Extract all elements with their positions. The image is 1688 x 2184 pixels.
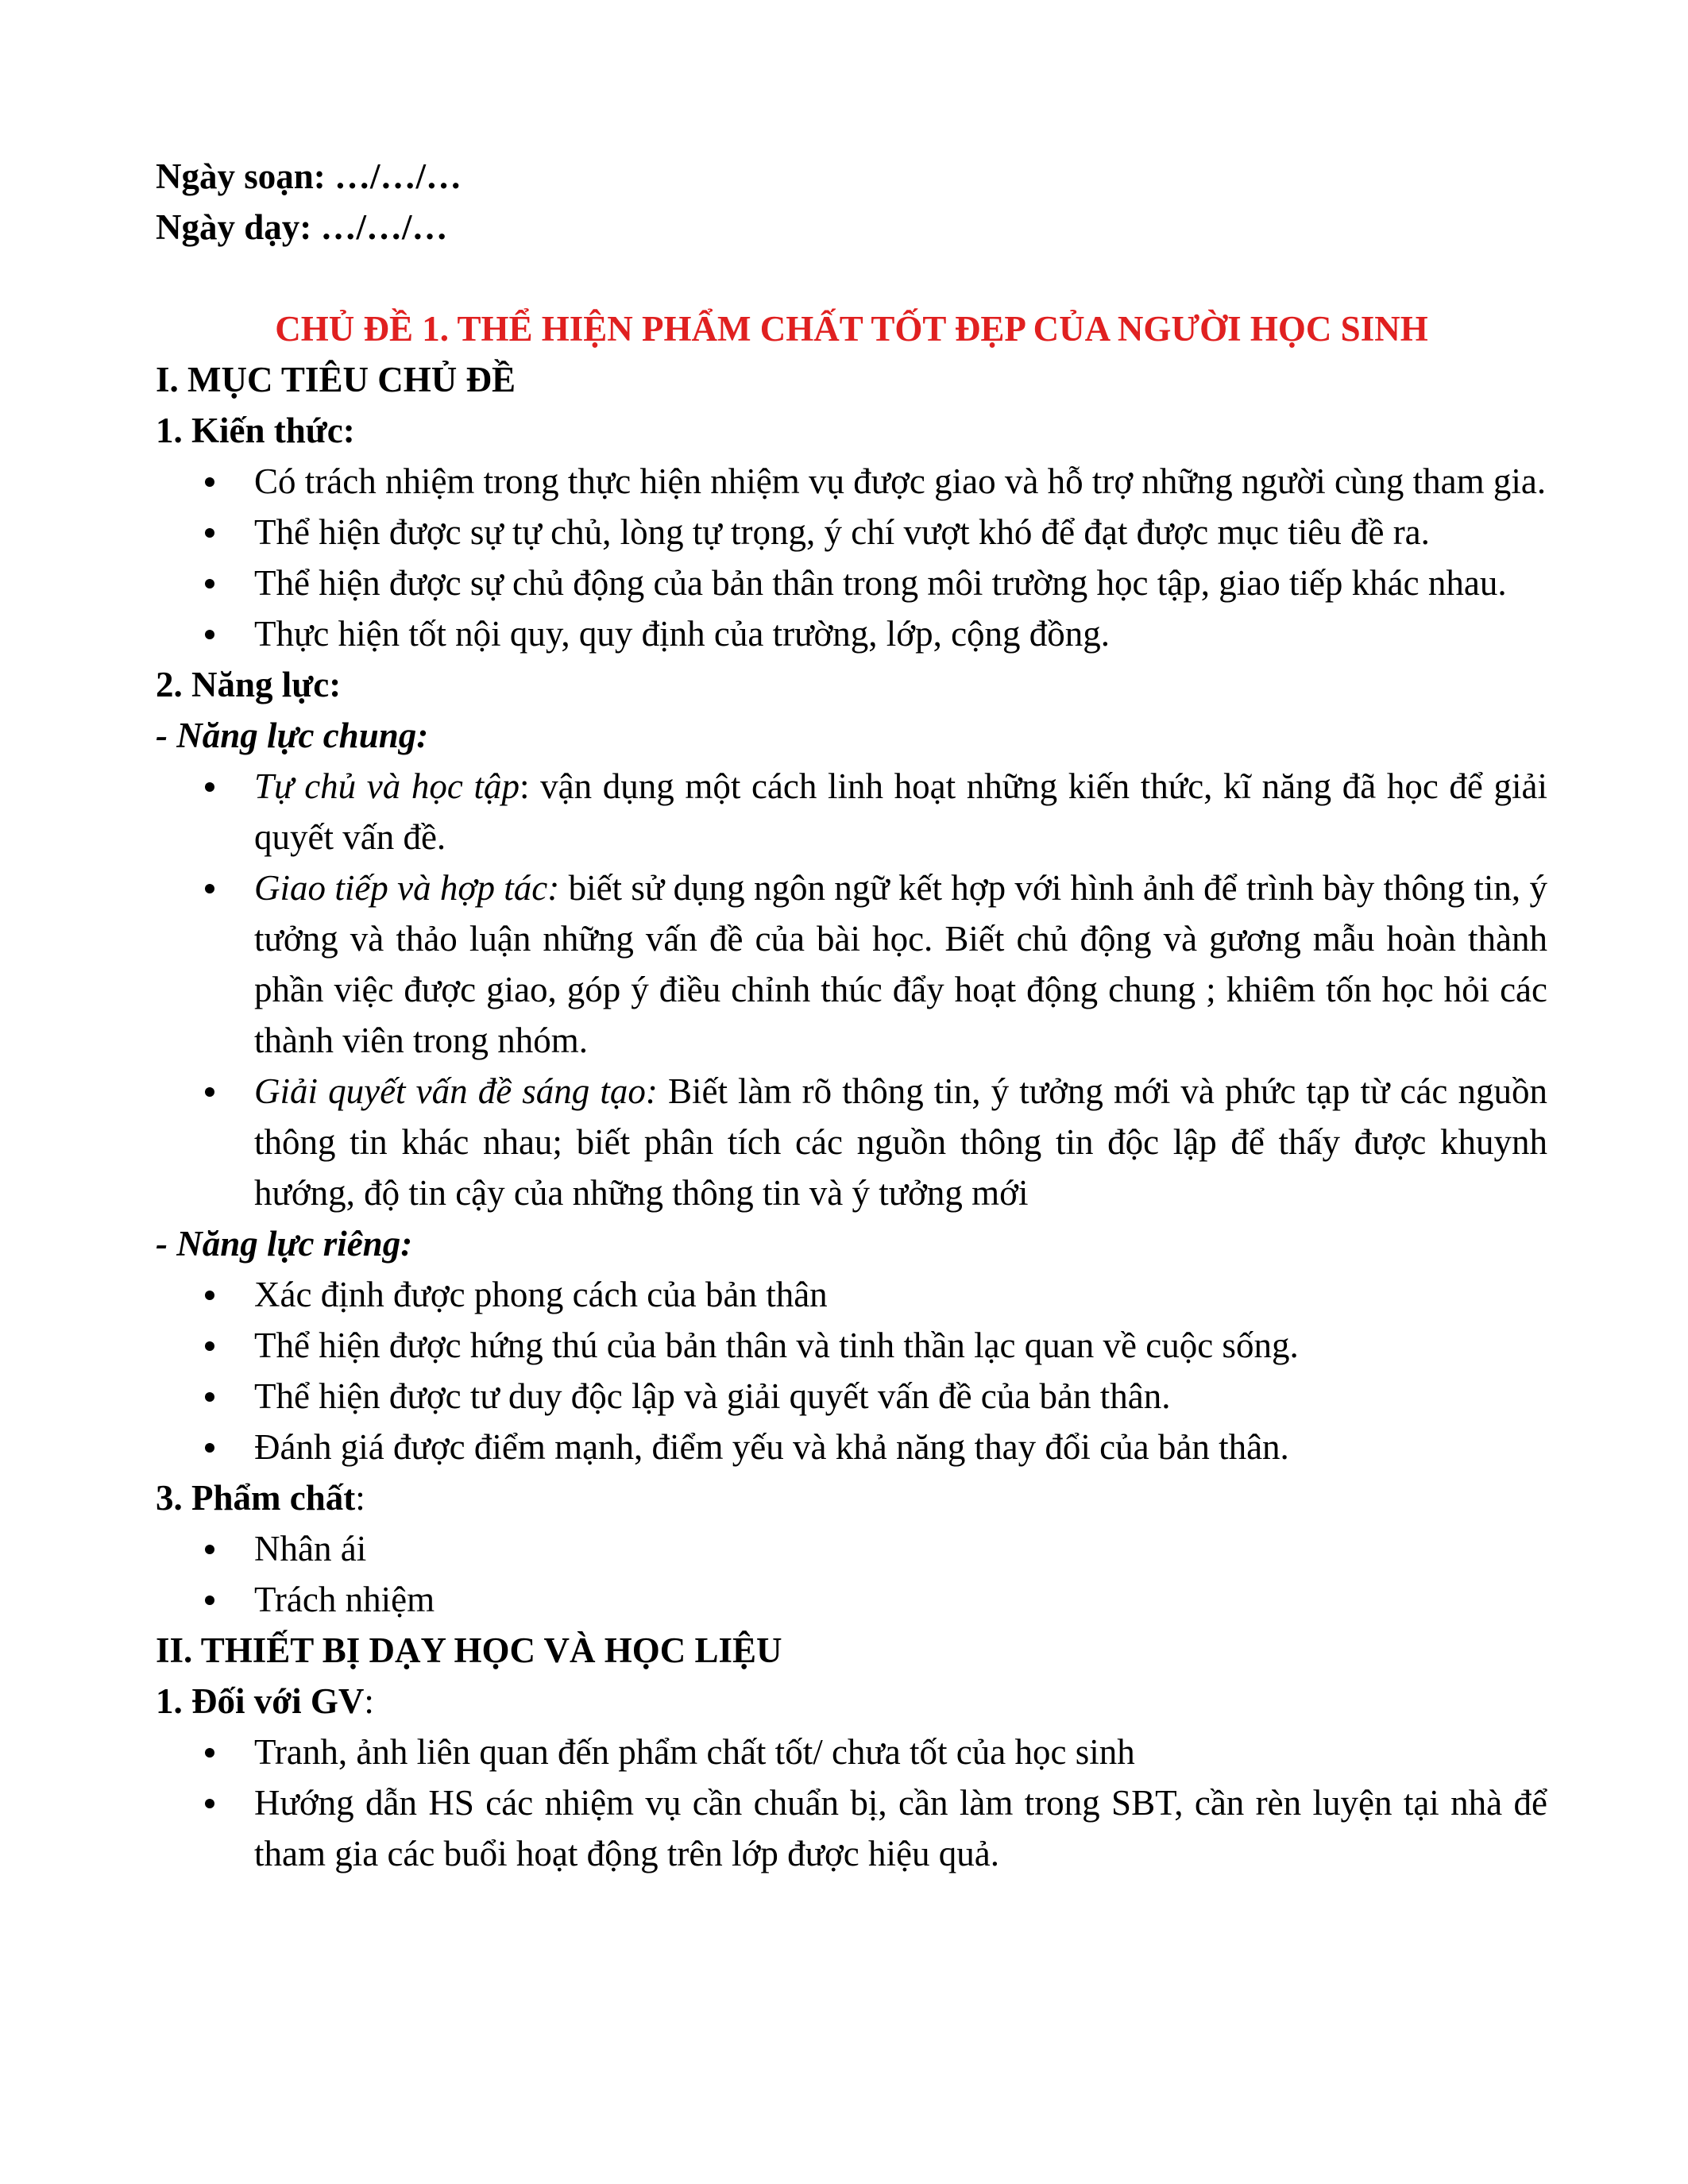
list-item: Giải quyết vấn đề sáng tạo: Biết làm rõ thông tin, ý tưởng mới và phức tạp từ các nguồn thông tin khác nhau; biết phân tích các nguồn thông tin độc lập để thấy được khuynh hướng, độ tin cậy của những thông tin và ý tưởng mới: [156, 1066, 1547, 1218]
list-item: Hướng dẫn HS các nhiệm vụ cần chuẩn bị, cần làm trong SBT, cần rèn luyện tại nhà để tham gia các buổi hoạt động trên lớp được hiệu quả.: [156, 1777, 1547, 1879]
list-item: Tranh, ảnh liên quan đến phẩm chất tốt/ chưa tốt của học sinh: [156, 1727, 1547, 1777]
list-item: Thực hiện tốt nội quy, quy định của trường, lớp, cộng đồng.: [156, 608, 1547, 659]
topic-title: CHỦ ĐỀ 1. THỂ HIỆN PHẨM CHẤT TỐT ĐẸP CỦA NGƯỜI HỌC SINH: [275, 309, 1428, 349]
competence-heading: 2. Năng lực:: [156, 665, 342, 704]
bullet-icon: [205, 1341, 214, 1351]
document-content: [156, 151, 1547, 1879]
bullet-icon: [205, 630, 214, 639]
bullet-icon: [205, 1596, 214, 1605]
bullet-icon: [205, 1799, 214, 1808]
list-item: Thể hiện được hứng thú của bản thân và tinh thần lạc quan về cuộc sống.: [156, 1320, 1547, 1371]
list-item: Trách nhiệm: [156, 1574, 1547, 1625]
bullet-icon: [205, 1545, 214, 1554]
knowledge-list: [156, 456, 1547, 659]
bullet-icon: [205, 579, 214, 588]
bullet-icon: [205, 1443, 214, 1453]
list-item: Thể hiện được tư duy độc lập và giải quyết vấn đề của bản thân.: [156, 1371, 1547, 1422]
teacher-list: [156, 1727, 1547, 1879]
general-competence-list: [156, 761, 1547, 1218]
section-2-heading: II. THIẾT BỊ DẠY HỌC VÀ HỌC LIỆU: [156, 1630, 782, 1670]
prep-date: Ngày soạn: …/…/…: [156, 156, 462, 196]
bullet-icon: [205, 1291, 214, 1300]
list-item: Tự chủ và học tập: vận dụng một cách linh hoạt những kiến thức, kĩ năng đã học để giải quyết vấn đề.: [156, 761, 1547, 862]
list-item: Có trách nhiệm trong thực hiện nhiệm vụ được giao và hỗ trợ những người cùng tham gia.: [156, 456, 1547, 507]
bullet-icon: [205, 1748, 214, 1758]
qualities-heading: 3. Phẩm chất:: [156, 1478, 365, 1518]
knowledge-heading: 1. Kiến thức:: [156, 411, 355, 450]
list-item: Xác định được phong cách của bản thân: [156, 1269, 1547, 1320]
bullet-icon: [205, 528, 214, 538]
teach-date: Ngày dạy: …/…/…: [156, 207, 448, 247]
bullet-icon: [205, 477, 214, 487]
qualities-list: [156, 1523, 1547, 1625]
competence-term: Giải quyết vấn đề sáng tạo:: [254, 1071, 658, 1111]
teacher-heading: 1. Đối với GV:: [156, 1681, 374, 1721]
list-item: Giao tiếp và hợp tác: biết sử dụng ngôn ngữ kết hợp với hình ảnh để trình bày thông tin, ý tưởng và thảo luận những vấn đề của bài học. Biết chủ động và gương mẫu hoàn thành phần việc được giao, góp ý điều chỉnh thúc đẩy hoạt động chung ; khiêm tốn học hỏi các thành viên trong nhóm.: [156, 862, 1547, 1066]
list-item: Thể hiện được sự tự chủ, lòng tự trọng, ý chí vượt khó để đạt được mục tiêu đề ra.: [156, 507, 1547, 558]
list-item: Thể hiện được sự chủ động của bản thân trong môi trường học tập, giao tiếp khác nhau.: [156, 558, 1547, 608]
specific-competence-heading: - Năng lực riêng:: [156, 1224, 413, 1264]
general-competence-heading: - Năng lực chung:: [156, 716, 429, 755]
bullet-icon: [205, 782, 214, 792]
bullet-icon: [205, 1392, 214, 1402]
competence-term: Tự chủ và học tập: [254, 766, 520, 806]
section-1-heading: I. MỤC TIÊU CHỦ ĐỀ: [156, 360, 516, 399]
bullet-icon: [205, 1087, 214, 1097]
list-item: Đánh giá được điểm mạnh, điểm yếu và khả năng thay đổi của bản thân.: [156, 1422, 1547, 1472]
specific-competence-list: [156, 1269, 1547, 1472]
list-item: Nhân ái: [156, 1523, 1547, 1574]
competence-term: Giao tiếp và hợp tác:: [254, 868, 560, 908]
bullet-icon: [205, 884, 214, 893]
